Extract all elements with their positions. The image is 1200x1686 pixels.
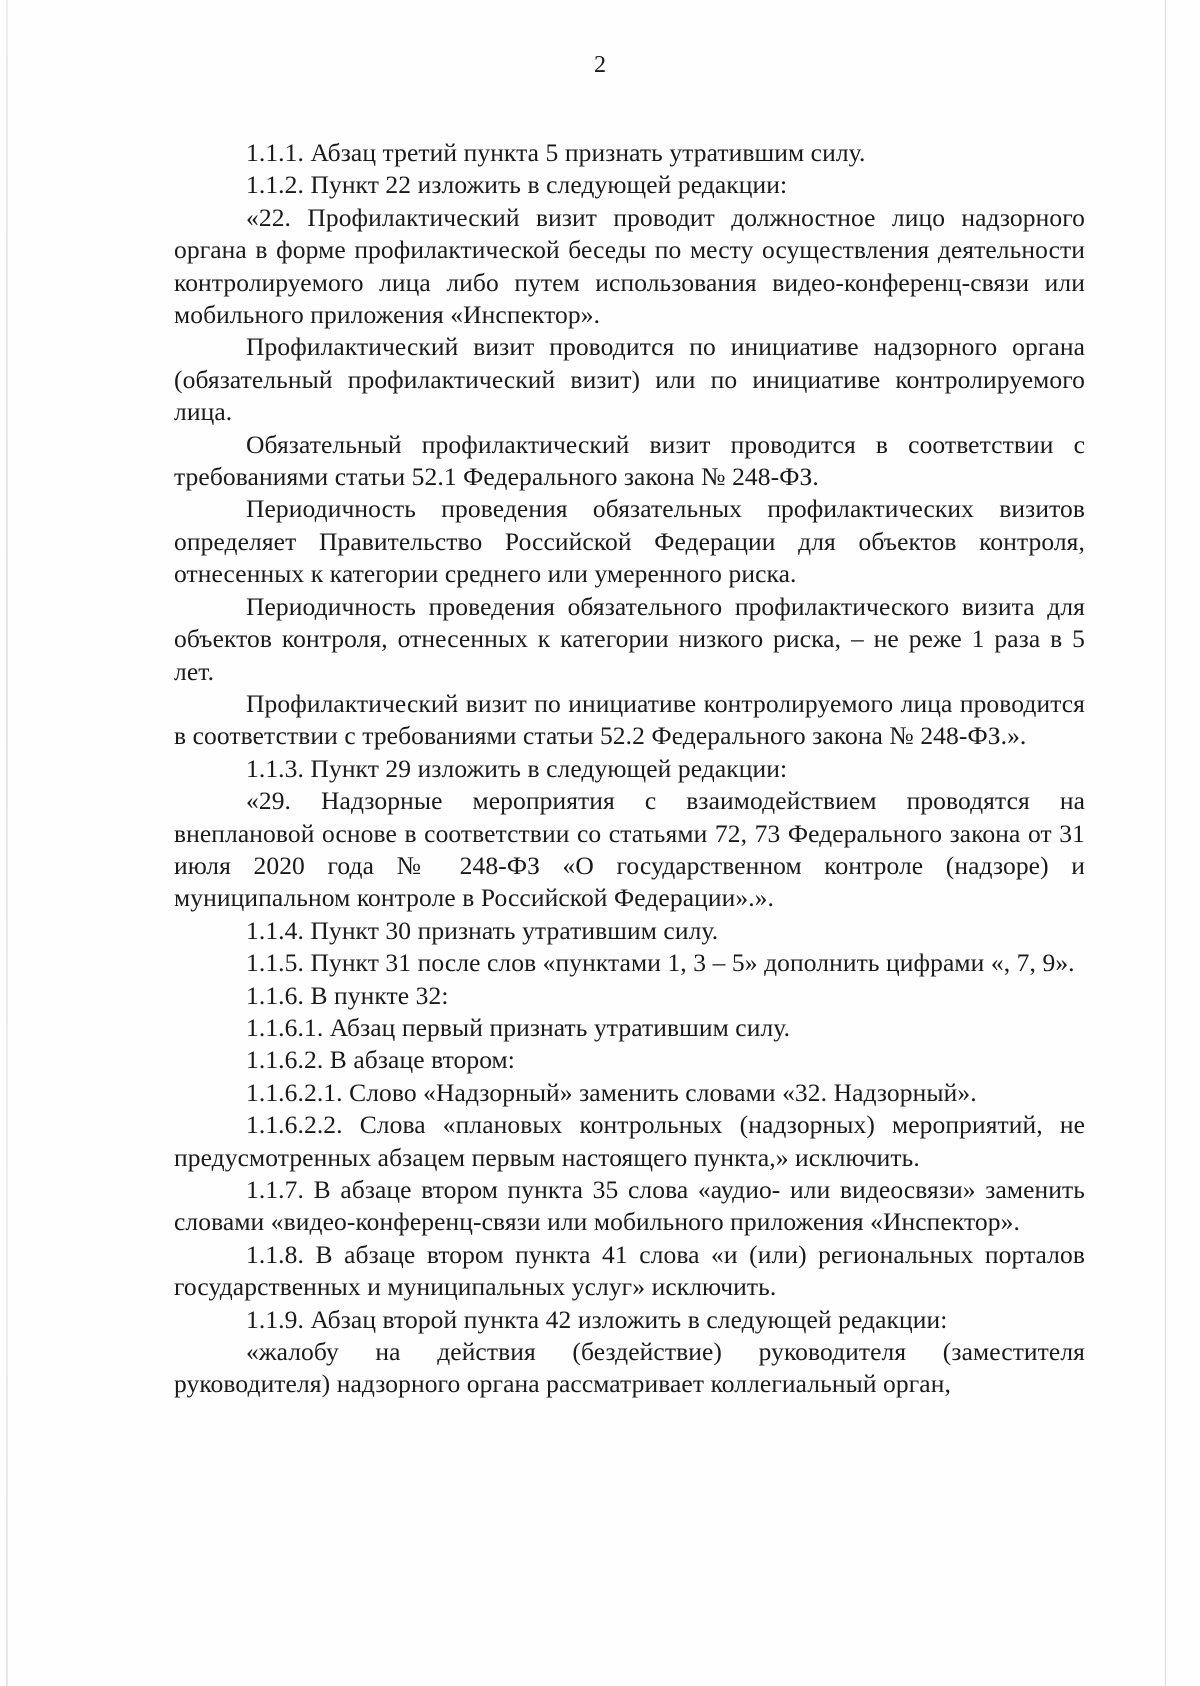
paragraph-periodicity-medium: Периодичность проведения обязательных профилактических визитов определяет Правительство Российской Федерации для объектов контроля, отнесенных к категории среднего или умеренного риска. bbox=[174, 494, 1085, 589]
paragraph-1-1-8: 1.1.8. В абзаце втором пункта 41 слова «и (или) региональных порталов государственных и муниципальных услуг» исключить. bbox=[174, 1239, 1085, 1302]
paragraph-1-1-6-1: 1.1.6.1. Абзац первый признать утратившим силу. bbox=[246, 1012, 791, 1042]
paragraph-1-1-4: 1.1.4. Пункт 30 признать утратившим силу. bbox=[246, 915, 719, 945]
paragraph-1-1-6-2: 1.1.6.2. В абзаце втором: bbox=[246, 1045, 515, 1075]
paragraph-1-1-7: 1.1.7. В абзаце втором пункта 35 слова «аудио- или видеосвязи» заменить словами «видео-конференц-связи или мобильного приложения «Инспектор». bbox=[174, 1175, 1085, 1237]
page-number: 2 bbox=[594, 52, 606, 78]
paragraph-periodicity-low: Периодичность проведения обязательного профилактического визита для объектов контроля, отнесенных к категории низкого риска, – не реже 1 раза в 5 лет. bbox=[174, 591, 1085, 686]
paragraph-1-1-6-2-2: 1.1.6.2.2. Слова «плановых контрольных (надзорных) мероприятий, не предусмотренных абзацем первым настоящего пункта,» исключить. bbox=[174, 1110, 1085, 1172]
document-body bbox=[174, 137, 1085, 1401]
paragraph-point-22: «22. Профилактический визит проводит должностное лицо надзорного органа в форме профилактической беседы по месту осуществления деятельности контролируемого лица либо путем использования видео-конференц-связи или мобильного приложения «Инспектор». bbox=[174, 202, 1085, 330]
paragraph-visit-initiative: Профилактический визит проводится по инициативе надзорного органа (обязательный профилактический визит) или по инициативе контролируемого лица. bbox=[174, 332, 1085, 427]
paragraph-1-1-6: 1.1.6. В пункте 32: bbox=[246, 980, 449, 1010]
paragraph-1-1-1: 1.1.1. Абзац третий пункта 5 признать утратившим силу. bbox=[246, 138, 866, 167]
paragraph-point-29: «29. Надзорные мероприятия с взаимодействием проводятся на внеплановой основе в соответствии со статьями 72, 73 Федерального закона от 31 июля 2020 года № 248-ФЗ «О государственном контроле (надзоре) и муниципальном контроле в Российской Федерации».». bbox=[174, 786, 1085, 913]
scan-edge-left bbox=[6, 0, 8, 1686]
paragraph-1-1-6-2-1: 1.1.6.2.1. Слово «Надзорный» заменить словами «32. Надзорный». bbox=[246, 1077, 977, 1107]
paragraph-visit-by-controlled: Профилактический визит по инициативе контролируемого лица проводится в соответствии с требованиями статьи 52.2 Федерального закона № 248-ФЗ.». bbox=[174, 688, 1085, 751]
paragraph-complaint: «жалобу на действия (бездействие) руководителя (заместителя руководителя) надзорного органа рассматривает коллегиальный орган, bbox=[174, 1337, 1085, 1399]
paragraph-1-1-5: 1.1.5. Пункт 31 после слов «пунктами 1, 3 – 5» дополнить цифрами «, 7, 9». bbox=[246, 948, 1075, 978]
scan-edge-right bbox=[1165, 0, 1166, 1686]
paragraph-1-1-2: 1.1.2. Пункт 22 изложить в следующей редакции: bbox=[246, 170, 788, 200]
paragraph-1-1-9: 1.1.9. Абзац второй пункта 42 изложить в следующей редакции: bbox=[246, 1304, 948, 1334]
paragraph-1-1-3: 1.1.3. Пункт 29 изложить в следующей редакции: bbox=[246, 753, 788, 783]
paragraph-mandatory-visit: Обязательный профилактический визит проводится в соответствии с требованиями статьи 52.1 Федерального закона № 248-ФЗ. bbox=[174, 429, 1085, 492]
